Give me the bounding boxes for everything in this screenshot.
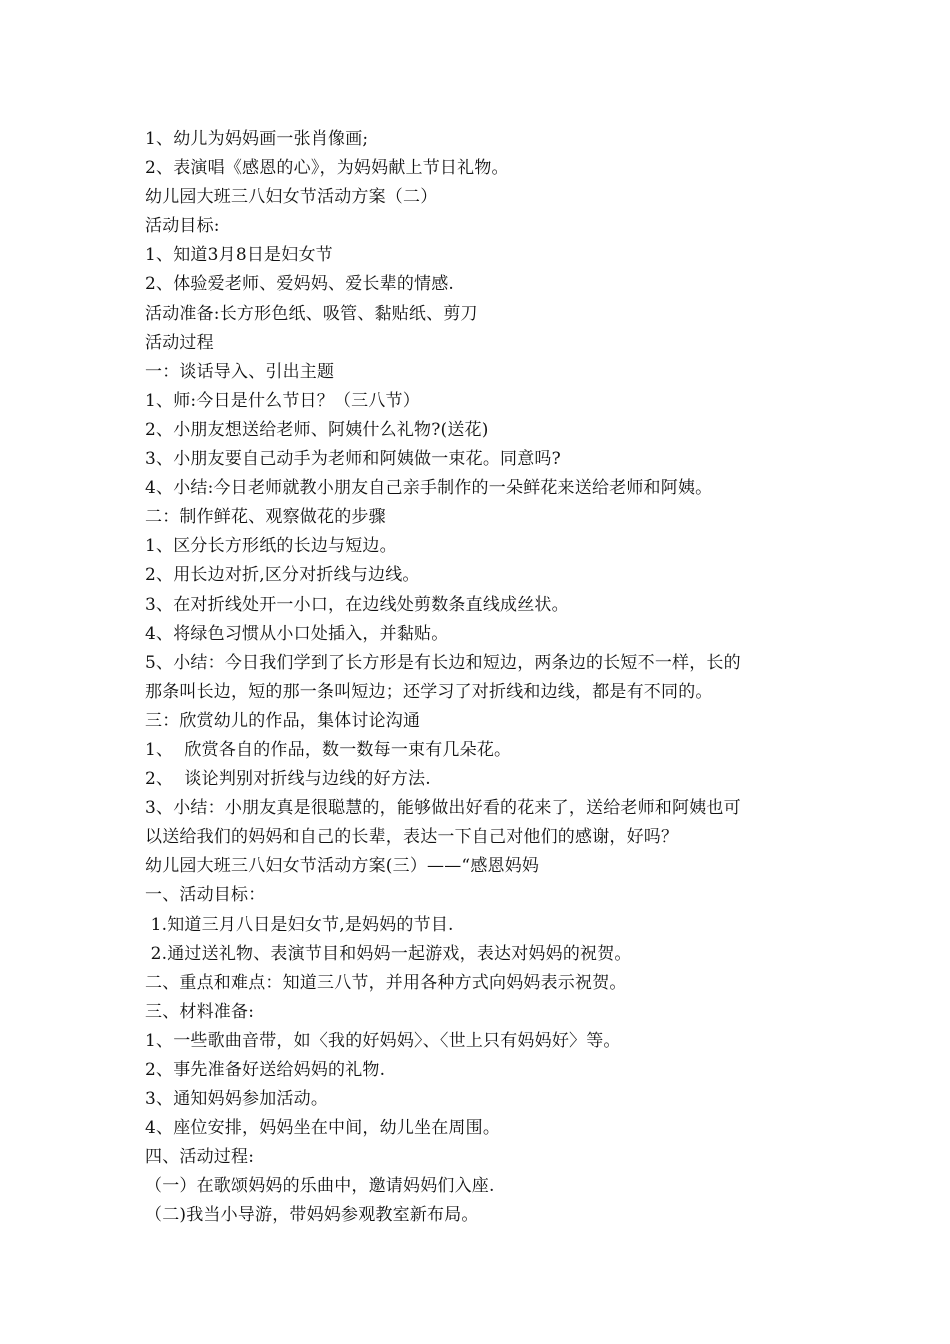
text-line: 1、知道3月8日是妇女节 [145,245,333,266]
text-line: 2、事先准备好送给妈妈的礼物. [145,1060,386,1080]
section-heading: 幼儿园大班三八妇女节活动方案(三）——“感恩妈妈 [145,856,540,877]
text-line: 1、一些歌曲音带，如〈我的好妈妈〉、〈世上只有妈妈好〉等。 [145,1030,621,1051]
text-line: 三、材料准备: [145,1001,255,1022]
text-line: 3、小结：小朋友真是很聪慧的，能够做出好看的花来了，送给老师和阿姨也可 [145,798,741,819]
text-line: 2、体验爱老师、爱妈妈、爱长辈的情感. [145,274,455,295]
document-body [145,125,815,1231]
text-line: 2、表演唱《感恩的心》，为妈妈献上节日礼物。 [145,158,509,179]
text-line: 3、小朋友要自己动手为老师和阿姨做一束花。同意吗? [145,449,561,470]
text-line: 2、 谈论判别对折线与边线的好方法. [145,769,431,790]
text-line: 1、师:今日是什么节日？（三八节） [145,390,420,411]
text-line: 5、小结：今日我们学到了长方形是有长边和短边，两条边的长短不一样，长的 [145,652,741,673]
text-line: 1、 欣赏各自的作品，数一数每一束有几朵花。 [145,739,512,760]
text-line: 4、将绿色习惯从小口处插入，并黏贴。 [145,623,449,644]
text-line: （一）在歌颂妈妈的乐曲中，邀请妈妈们入座. [145,1176,495,1197]
text-line: 2、用长边对折,区分对折线与边线。 [145,565,420,586]
text-line: 1.知道三月八日是妇女节,是妈妈的节目. [145,914,454,935]
text-line: 活动过程 [145,332,214,353]
section-heading: 幼儿园大班三八妇女节活动方案（二） [145,187,438,208]
text-line: 二、重点和难点：知道三八节，并用各种方式向妈妈表示祝贺。 [145,972,627,993]
text-line: 那条叫长边，短的那一条叫短边；还学习了对折线和边线，都是有不同的。 [145,681,713,702]
text-line: 活动目标: [145,216,220,237]
text-line: 二：制作鲜花、观察做花的步骤 [145,507,386,528]
text-line: 2.通过送礼物、表演节目和妈妈一起游戏，表达对妈妈的祝贺。 [145,943,632,964]
text-line: 四、活动过程: [145,1147,255,1168]
text-line: 3、在对折线处开一小口，在边线处剪数条直线成丝状。 [145,594,569,615]
text-line: 一：谈话导入、引出主题 [145,361,335,382]
text-line: 以送给我们的妈妈和自己的长辈，表达一下自己对他们的感谢，好吗？ [145,827,679,848]
text-line: 一、活动目标： [145,885,266,906]
text-line: 4、座位安排，妈妈坐在中间，幼儿坐在周围。 [145,1118,501,1139]
text-line: 2、小朋友想送给老师、阿姨什么礼物?(送花) [145,419,489,440]
text-line: 1、幼儿为妈妈画一张肖像画; [145,129,369,149]
text-line: （二)我当小导游，带妈妈参观教室新布局。 [145,1205,479,1226]
text-line: 三：欣赏幼儿的作品，集体讨论沟通 [145,710,421,731]
text-line: 1、区分长方形纸的长边与短边。 [145,536,397,557]
text-line: 3、通知妈妈参加活动。 [145,1089,329,1110]
text-line: 4、小结:今日老师就教小朋友自己亲手制作的一朵鲜花来送给老师和阿姨。 [145,478,713,499]
text-line: 活动准备:长方形色纸、吸管、黏贴纸、剪刀 [145,303,478,324]
